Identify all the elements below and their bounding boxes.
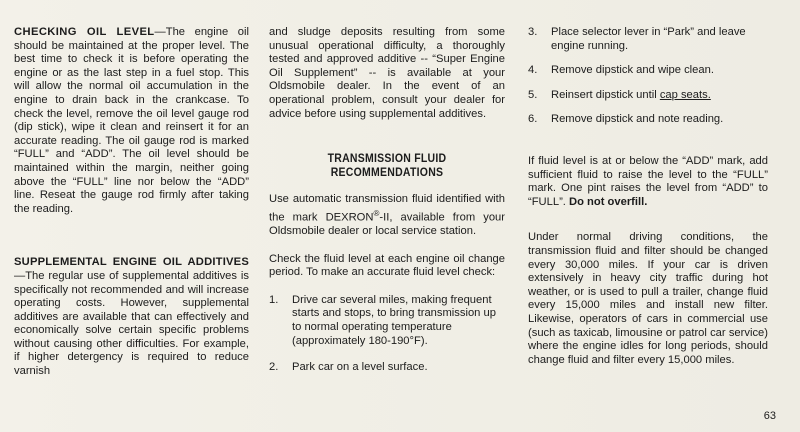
page-number: 63: [763, 410, 776, 422]
step-2-number: 2.: [269, 361, 279, 374]
do-not-overfill: Do not overfill.: [569, 195, 648, 208]
checking-oil-level-text: —The engine oil should be maintained at the proper level. The best time to check it is before operating the engine or as the last step in a fuel stop. This will allow the normal oil accumulation in the engine to drain back in the crankcase. To check the level, remove the oil level gauge rod (dip stick), wipe it clean and reinsert it for an accurate reading. The oil gauge rod is marked “FULL” and “ADD”. The oil level should be maintained within the margin, neither going above the “FULL” line nor below the “ADD” line. Reseat the gauge rod firmly after taking the reading.: [14, 26, 249, 215]
section-title-line1: TRANSMISSION FLUID: [327, 151, 447, 166]
supplemental-additives-text: —The regular use of supplemental additives is specifically not recommended and will increase operating costs. However, supplemental additives are available that can effectively and economically solve certain specific problems without causing other difficulties. For example, if higher detergency is required to reduce varnish: [14, 269, 249, 378]
column-left: [14, 26, 249, 379]
registered-mark: ®: [373, 208, 380, 218]
step-5: [528, 89, 768, 103]
add-fluid-paragraph: [528, 155, 768, 209]
add-fluid-text: If fluid level is at or below the “ADD” mark, add sufficient fluid to raise the level to the “FULL” mark. One pint raises the level from “ADD” to “FULL”.: [528, 154, 768, 208]
step-6: [528, 113, 768, 127]
step-3: [528, 26, 768, 53]
supplemental-additives-heading: SUPPLEMENTAL ENGINE OIL ADDITIVES: [14, 256, 249, 269]
dexron-text-after: -II, available from your Oldsmobile dealer or local service station.: [269, 211, 505, 238]
step-1-number: 1.: [269, 293, 279, 306]
column-middle: [269, 26, 505, 375]
checking-oil-level-paragraph: [14, 26, 249, 216]
checking-oil-level-heading: CHECKING OIL LEVEL: [14, 26, 155, 38]
additive-continued-paragraph: and sludge deposits resulting from some unusual operational difficulty, a thoroughly tested and approved additive -- “Super Engine Oil Supplement” -- is available at your Oldsmobile dealer. In the event of an operational problem, consult your dealer for advice before using supplemental additives.: [269, 26, 505, 120]
supplemental-additives-paragraph: [14, 256, 249, 378]
step-2-text: Park car on a level surface.: [292, 361, 428, 374]
steps-list-2: [528, 26, 768, 127]
check-fluid-paragraph: Check the fluid level at each engine oil change period. To make an accurate fluid level check:: [269, 252, 505, 279]
step-6-number: 6.: [528, 113, 538, 126]
step-1-text: Drive car several miles, making frequent starts and stops, to bring transmission up to normal operating temperature (approximately 180-190°F).: [292, 293, 496, 347]
step-3-number: 3.: [528, 26, 538, 38]
column-right: [528, 26, 768, 367]
section-title-line2: RECOMMENDATIONS: [330, 165, 444, 180]
step-6-text: Remove dipstick and note reading.: [551, 113, 724, 126]
steps-list-1: [269, 294, 505, 375]
step-4: [528, 64, 768, 78]
transmission-fluid-title: [269, 151, 505, 179]
step-4-number: 4.: [528, 64, 538, 77]
step-3-text: Place selector lever in “Park” and leave engine running.: [551, 26, 746, 52]
step-1: [269, 294, 505, 348]
step-2: [269, 361, 505, 375]
dexron-text-before: Use automatic transmission fluid identified with the mark DEXRON: [269, 193, 505, 224]
step-5-text: Reinsert dipstick until: [551, 88, 660, 101]
normal-driving-paragraph: Under normal driving conditions, the transmission fluid and filter should be changed every 30,000 miles. If your car is driven extensively in heavy city traffic during hot weather, or is used to pull a trailer, change fluid every 15,000 miles and install new filter. Likewise, operators of cars in commercial use (such as taxicab, limousine or patrol car service) where the engine idles for long periods, should change fluid and filter every 15,000 miles.: [528, 231, 768, 366]
step-5-number: 5.: [528, 88, 538, 101]
step-4-text: Remove dipstick and wipe clean.: [551, 64, 714, 77]
cap-seats-underlined: cap seats.: [659, 88, 711, 101]
dexron-paragraph: [269, 193, 505, 239]
